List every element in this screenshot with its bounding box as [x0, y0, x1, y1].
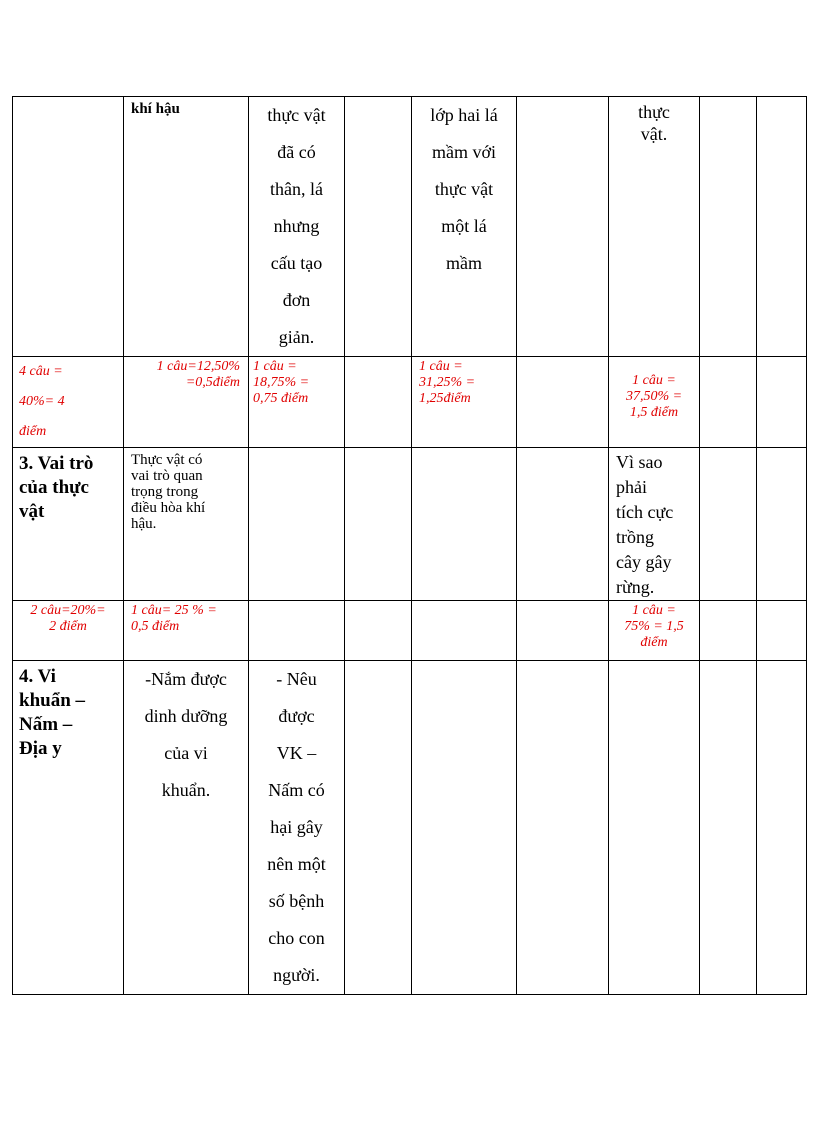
cell-empty — [412, 448, 517, 601]
cell-text: 1 câu = 37,50% = 1,5 điểm — [625, 373, 683, 420]
cell-empty — [700, 601, 757, 661]
cell-topic — [13, 97, 124, 357]
cell-empty — [757, 448, 807, 601]
cell-text: Vì sao phải tích cực trồng cây gây rừng. — [616, 452, 674, 597]
cell-score — [13, 357, 124, 448]
cell-empty — [517, 601, 609, 661]
cell-text: 1 câu=12,50% =0,5điểm — [156, 359, 240, 390]
table-row — [13, 661, 807, 995]
cell-empty — [757, 97, 807, 357]
cell-text: 1 câu = 31,25% = 1,25điểm — [419, 359, 476, 406]
cell-empty — [345, 448, 412, 601]
cell-empty — [700, 448, 757, 601]
cell-empty — [249, 601, 345, 661]
cell-understanding — [249, 661, 345, 995]
cell-empty — [517, 661, 609, 995]
cell-apply — [412, 97, 517, 357]
cell-text: Thực vật có vai trò quan trọng trong điều hòa khí hậu. — [131, 452, 206, 532]
cell-empty — [412, 661, 517, 995]
cell-empty — [757, 661, 807, 995]
cell-understanding — [249, 97, 345, 357]
cell-score — [249, 357, 345, 448]
cell-text: 1 câu = 75% = 1,5 điểm — [624, 603, 684, 650]
cell-text: 2 câu=20%= 2 điểm — [30, 603, 106, 634]
cell-empty — [345, 97, 412, 357]
matrix-table — [12, 96, 807, 995]
cell-empty — [757, 601, 807, 661]
cell-text: -Nắm được dinh dưỡng của vi khuẩn. — [144, 669, 228, 800]
cell-text: lớp hai lá mầm với thực vật một lá mầm — [430, 105, 498, 273]
table-row — [13, 357, 807, 448]
cell-text: thực vật. — [638, 102, 670, 144]
cell-empty — [412, 601, 517, 661]
cell-empty — [700, 97, 757, 357]
cell-empty — [345, 601, 412, 661]
cell-empty — [517, 357, 609, 448]
cell-score — [412, 357, 517, 448]
topic-title: 4. Vi khuẩn – Nấm – Địa y — [19, 666, 86, 759]
cell-recognition — [124, 97, 249, 357]
cell-text: 1 câu= 25 % = 0,5 điểm — [131, 603, 217, 634]
cell-score — [13, 601, 124, 661]
cell-text: - Nêu được VK – Nấm có hại gây nên một số bệnh cho con người. — [267, 669, 326, 985]
cell-empty — [517, 448, 609, 601]
cell-score — [124, 601, 249, 661]
cell-topic — [13, 661, 124, 995]
cell-empty — [345, 357, 412, 448]
cell-empty — [700, 661, 757, 995]
cell-empty — [700, 357, 757, 448]
cell-text: khí hậu — [131, 101, 180, 117]
cell-empty — [517, 97, 609, 357]
cell-empty — [345, 661, 412, 995]
table-row — [13, 601, 807, 661]
topic-title: 3. Vai trò của thực vật — [19, 453, 94, 522]
cell-score — [609, 357, 700, 448]
cell-recognition — [124, 661, 249, 995]
cell-empty — [757, 357, 807, 448]
cell-score — [124, 357, 249, 448]
cell-topic — [13, 448, 124, 601]
cell-advanced — [609, 97, 700, 357]
table-row — [13, 448, 807, 601]
cell-empty — [609, 661, 700, 995]
cell-text: 1 câu = 18,75% = 0,75 điểm — [253, 359, 310, 406]
cell-advanced — [609, 448, 700, 601]
cell-score — [609, 601, 700, 661]
cell-empty — [249, 448, 345, 601]
cell-text: thực vật đã có thân, lá nhưng cấu tạo đơn giản. — [267, 105, 326, 347]
cell-recognition — [124, 448, 249, 601]
table-row — [13, 97, 807, 357]
cell-text: 4 câu = 40%= 4 điểm — [19, 364, 65, 439]
